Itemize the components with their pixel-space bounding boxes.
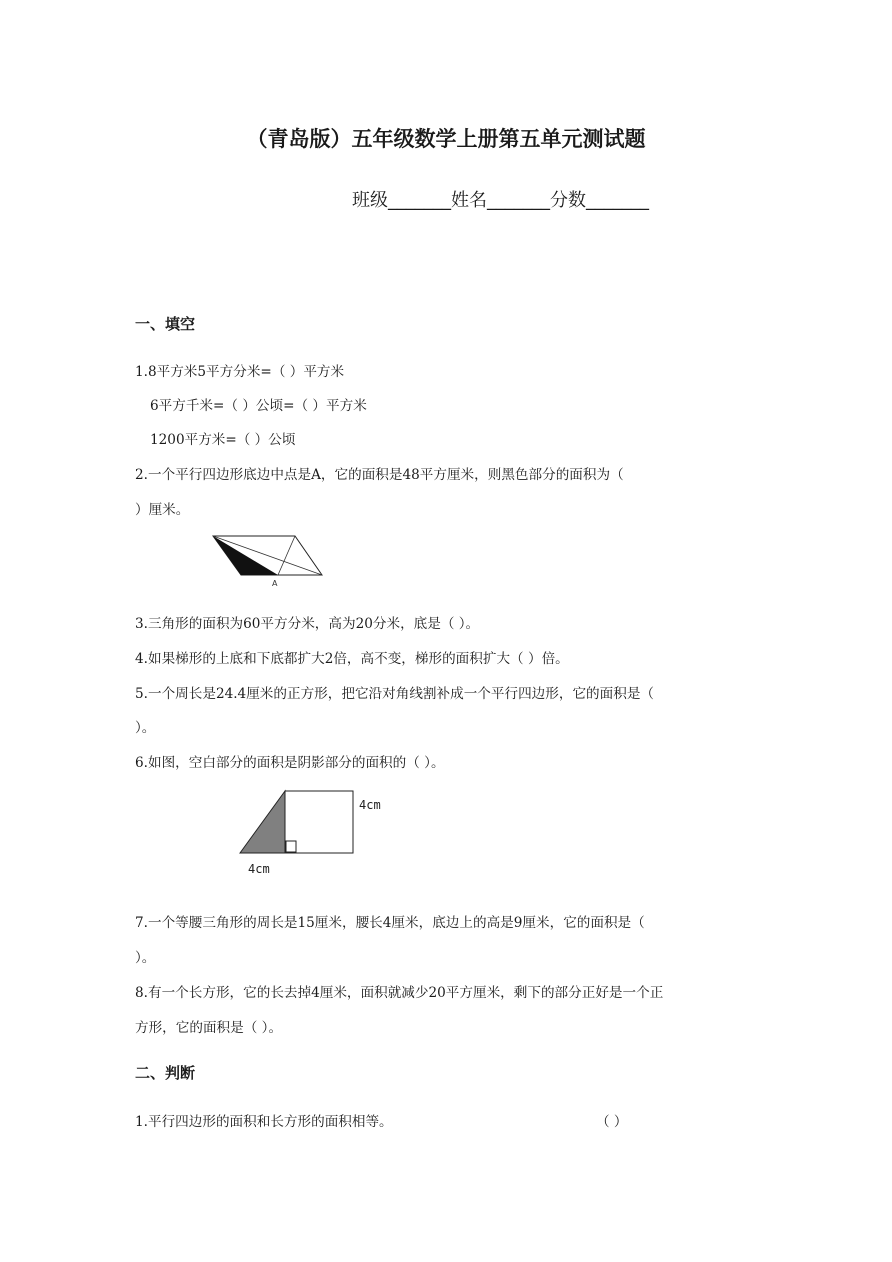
parallelogram-figure [205, 530, 330, 590]
triangle-base-label: 4cm [248, 862, 270, 876]
shaded-right-triangle [240, 791, 285, 853]
question-1-line-1: 1.8平方米5平方分米=（ ）平方米 [135, 364, 345, 380]
triangle-rectangle-figure [235, 785, 395, 880]
section-heading-true-false: 二、判断 [135, 1064, 196, 1082]
tf-question-1: 1.平行四边形的面积和长方形的面积相等。 [135, 1114, 393, 1130]
right-angle-mark [286, 841, 296, 852]
question-3: 3.三角形的面积为60平方分米，高为20分米，底是（ ）。 [135, 616, 480, 632]
rectangle-outline [285, 791, 353, 853]
question-4: 4.如果梯形的上底和下底都扩大2倍，高不变，梯形的面积扩大（ ）倍。 [135, 651, 569, 667]
midpoint-line [278, 536, 295, 575]
student-info-line: 班级_______姓名_______分数_______ [352, 190, 649, 211]
question-2-line-2: ）厘米。 [135, 502, 190, 518]
section-heading-fill-in: 一、填空 [135, 315, 196, 333]
question-7-line-2: ）。 [135, 950, 156, 966]
page-title: （青岛版）五年级数学上册第五单元测试题 [246, 127, 646, 151]
question-5-line-2: ）。 [135, 720, 156, 736]
question-2-line-1: 2.一个平行四边形底边中点是A，它的面积是48平方厘米，则黑色部分的面积为（ [135, 467, 624, 483]
question-5-line-1: 5.一个周长是24.4厘米的正方形，把它沿对角线割补成一个平行四边形，它的面积是（ [135, 686, 655, 702]
question-1-line-2: 6平方千米=（ ）公顷=（ ）平方米 [150, 398, 367, 414]
rectangle-side-label: 4cm [359, 798, 381, 812]
question-6: 6.如图，空白部分的面积是阴影部分的面积的（ ）。 [135, 755, 445, 771]
question-1-line-3: 1200平方米=（ ）公顷 [150, 432, 296, 448]
question-8-line-1: 8.有一个长方形，它的长去掉4厘米，面积就减少20平方厘米，剩下的部分正好是一个正 [135, 985, 664, 1001]
question-7-line-1: 7.一个等腰三角形的周长是15厘米，腰长4厘米，底边上的高是9厘米，它的面积是（ [135, 915, 645, 931]
point-a-label: A [272, 579, 278, 588]
question-8-line-2: 方形，它的面积是（ ）。 [135, 1020, 283, 1036]
tf-question-1-answer-blank[interactable]: （ ） [596, 1114, 628, 1130]
